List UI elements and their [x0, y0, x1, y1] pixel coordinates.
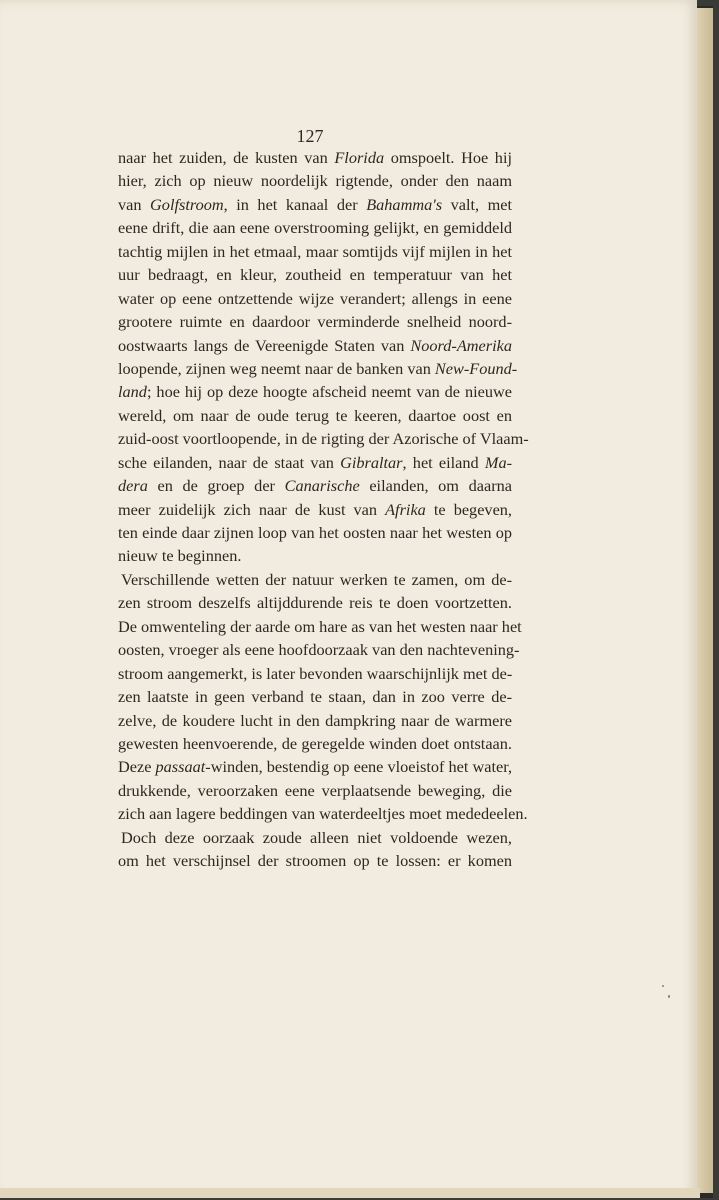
text-segment: uur bedraagt, en kleur, zoutheid en temperatuur van het	[118, 265, 512, 285]
text-segment: naar het zuiden, de kusten van	[118, 148, 335, 167]
text-segment: van	[118, 194, 151, 214]
text-segment: hier, zich op nieuw noordelijk rigtende, onder den naam	[118, 171, 512, 191]
text-segment: nieuw te beginnen.	[118, 546, 242, 566]
text-line	[118, 662, 512, 685]
italic-term: passaat	[155, 757, 206, 777]
text-line	[118, 544, 512, 567]
text-line	[118, 451, 512, 474]
text-segment: drukkende, veroorzaken eene verplaatsende beweging, die	[118, 780, 512, 800]
text-segment: Deze	[118, 757, 156, 777]
text-line	[118, 216, 512, 239]
text-segment: zen stroom deszelfs altijddurende reis te doen voortzetten.	[118, 593, 512, 613]
text-line	[118, 404, 512, 427]
italic-term: land	[118, 382, 147, 402]
text-line	[118, 568, 512, 591]
body-text	[118, 146, 529, 873]
text-segment: te begeven,	[425, 499, 513, 519]
text-segment: om het verschijnsel der stroomen op te lossen: er komen	[118, 851, 512, 871]
text-segment: , het eiland	[402, 452, 485, 472]
text-segment: De omwenteling der aarde om hare as van het westen naar het	[118, 616, 522, 636]
text-segment: meer zuidelijk zich naar de kust van	[118, 499, 386, 519]
italic-term: Noord-Amerika	[410, 335, 512, 355]
text-line	[118, 193, 512, 216]
text-line	[118, 826, 512, 849]
text-line	[118, 287, 512, 310]
text-segment: Doch deze oorzaak zoude alleen niet voldoende wezen,	[121, 827, 512, 847]
text-segment: loopende, zijnen weg neemt naar de banken van	[118, 358, 435, 378]
text-line	[118, 732, 512, 755]
text-segment: Verschillende wetten der natuur werken te zamen, om de-	[121, 569, 512, 589]
text-segment: tachtig mijlen in het etmaal, maar somtijds vijf mijlen in het	[118, 241, 512, 261]
text-line	[118, 521, 512, 544]
italic-term: Florida	[334, 148, 385, 167]
text-segment: zelve, de koudere lucht in den dampkring naar de warmere	[118, 710, 512, 730]
text-segment: zuid-oost voortloopende, in de rigting der Azorische of Vlaam-	[118, 429, 529, 449]
text-line	[118, 146, 512, 169]
text-segment: oostwaarts langs de Vereenigde Staten van	[118, 335, 411, 355]
text-line	[118, 615, 522, 638]
italic-term: Canarische	[284, 476, 360, 496]
text-segment: zen laatste in geen verband te staan, dan in zoo verre de-	[118, 687, 512, 707]
text-segment: zich aan lagere beddingen van waterdeeltjes moet mededeelen.	[118, 804, 528, 824]
text-line	[118, 310, 512, 333]
text-line	[118, 169, 512, 192]
italic-term: Ma-	[484, 452, 513, 472]
text-segment: -winden, bestendig op eene vloeistof het water,	[205, 757, 513, 777]
italic-term: Afrika	[385, 499, 426, 519]
text-segment: , in het kanaal der	[223, 194, 367, 214]
text-line	[118, 263, 512, 286]
italic-term: New-Found-	[434, 358, 518, 378]
text-line	[118, 591, 512, 614]
text-segment: stroom aangemerkt, is later bevonden waarschijnlijk met de-	[118, 663, 513, 683]
text-segment: omspoelt. Hoe hij	[384, 148, 512, 167]
text-line	[118, 427, 529, 450]
page-number: 127	[296, 126, 324, 146]
text-segment: eene drift, die aan eene overstrooming gelijkt, en gemiddeld	[118, 218, 512, 238]
text-line	[118, 685, 512, 708]
italic-term: Golfstroom	[150, 194, 224, 214]
paper-speck	[662, 985, 664, 987]
text-line	[118, 240, 512, 263]
text-segment: sche eilanden, naar de staat van	[118, 452, 341, 472]
italic-term: Bahamma's	[366, 194, 443, 214]
text-segment: ten einde daar zijnen loop van het oosten naar het westen op	[118, 523, 512, 542]
text-line	[118, 802, 528, 825]
text-line	[118, 334, 512, 357]
text-line	[118, 779, 512, 802]
text-line	[118, 709, 512, 732]
text-segment: oosten, vroeger als eene hoofdoorzaak van den nachtevening-	[118, 640, 520, 660]
text-segment: en de groep der	[147, 476, 285, 496]
text-line	[118, 849, 512, 872]
text-segment: ; hoe hij op deze hoogte afscheid neemt van de nieuwe	[146, 382, 512, 402]
italic-term: Gibraltar	[340, 452, 403, 472]
text-segment: gewesten heenvoerende, de geregelde winden doet ontstaan.	[118, 733, 512, 753]
paper-speck	[668, 995, 670, 998]
text-line	[118, 638, 520, 661]
text-line	[118, 498, 512, 521]
page-bottom-edge	[0, 1188, 700, 1198]
text-segment: grootere ruimte en daardoor verminderde snelheid noord-	[118, 312, 512, 332]
text-line	[118, 755, 512, 778]
text-segment: water op eene ontzettende wijze verandert; allengs in eene	[118, 288, 512, 308]
italic-term: dera	[118, 476, 148, 496]
text-line	[118, 357, 518, 380]
text-segment: eilanden, om daarna	[359, 476, 512, 496]
text-segment: wereld, om naar de oude terug te keeren, daartoe oost en	[118, 405, 512, 425]
text-line	[118, 474, 512, 497]
text-segment: valt, met	[442, 194, 513, 214]
text-line	[118, 380, 512, 403]
